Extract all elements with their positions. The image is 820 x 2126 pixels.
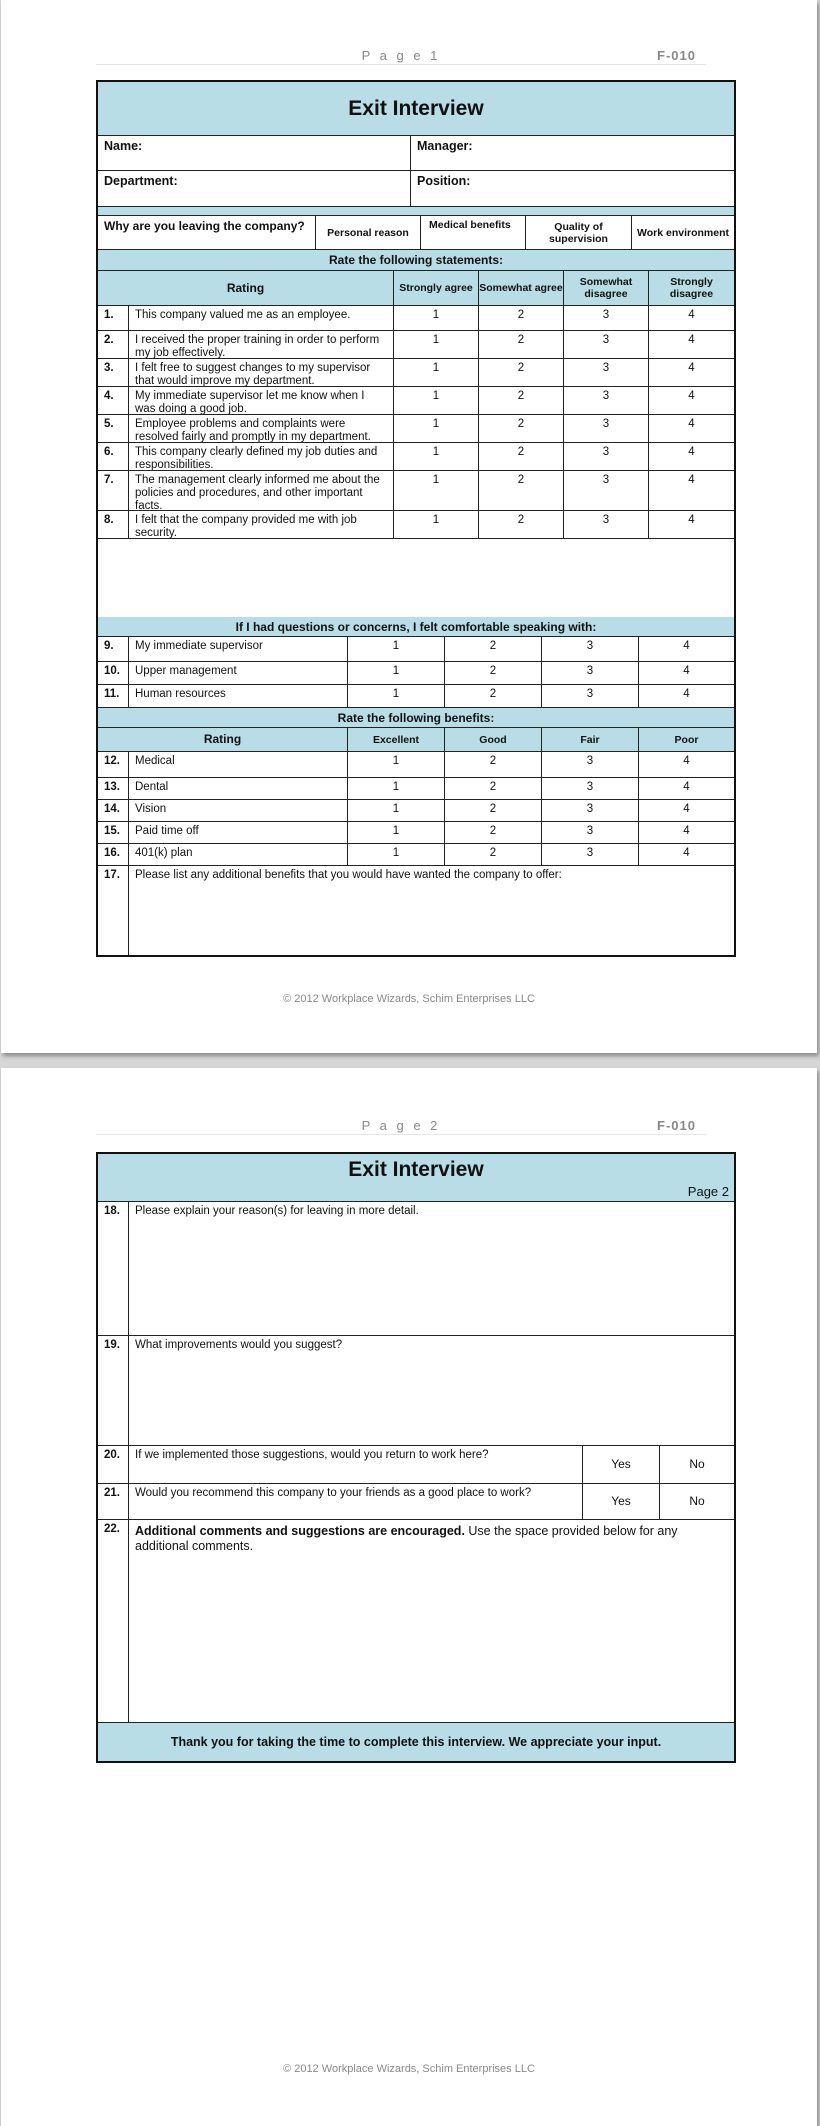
- statement-row: [98, 443, 734, 471]
- rating-option[interactable]: 3: [542, 752, 639, 777]
- rating-option[interactable]: 4: [688, 446, 695, 458]
- question-number: 4.: [98, 387, 129, 414]
- rating-option[interactable]: 1: [394, 359, 479, 386]
- name-manager-row: [98, 136, 734, 171]
- spacer-bar: [98, 207, 734, 216]
- question-number: 18.: [98, 1202, 129, 1335]
- scale-poor: Poor: [674, 733, 699, 746]
- yes-option[interactable]: Yes: [583, 1446, 660, 1483]
- rating-option[interactable]: 4: [688, 362, 695, 374]
- question-number: 19.: [98, 1336, 129, 1445]
- scale-somewhat-agree: Somewhat agree: [479, 271, 564, 305]
- rating-option[interactable]: 1: [394, 387, 479, 414]
- question-number: 6.: [98, 443, 129, 470]
- rating-option[interactable]: 4: [683, 847, 690, 859]
- question-number: 5.: [98, 415, 129, 442]
- question-number: 11.: [98, 685, 129, 707]
- rating-option[interactable]: 1: [348, 844, 445, 865]
- question-22-answer-area[interactable]: [129, 1520, 734, 1722]
- question-number: 16.: [98, 844, 129, 865]
- question-number: 10.: [98, 662, 129, 684]
- question-number: 17.: [98, 866, 129, 955]
- question-number: 13.: [98, 778, 129, 799]
- question-number: 2.: [98, 331, 129, 358]
- comfort-text: Human resources: [129, 685, 348, 707]
- question-text: Please list any additional benefits that you would have wanted the company to offer:: [135, 869, 562, 881]
- rating-option[interactable]: 3: [542, 637, 639, 661]
- document-page-2: [1, 1068, 817, 2126]
- scale-strongly-disagree: Strongly disagree: [669, 276, 714, 300]
- rating-option[interactable]: 1: [348, 822, 445, 843]
- rating-option[interactable]: 1: [394, 306, 479, 330]
- question-19-answer-area[interactable]: [129, 1336, 734, 1445]
- rating-option[interactable]: 4: [688, 390, 695, 402]
- rating-option[interactable]: 1: [394, 415, 479, 442]
- rating-option[interactable]: 1: [394, 471, 479, 510]
- department-position-row: [98, 171, 734, 207]
- rating-option[interactable]: 1: [394, 331, 479, 358]
- scale-good: Good: [445, 728, 542, 751]
- statement-text: Employee problems and complaints were resolved fairly and promptly in my department.: [129, 415, 394, 442]
- statement-row: [98, 471, 734, 511]
- rating-option[interactable]: 4: [683, 665, 690, 677]
- department-field[interactable]: Department:: [98, 171, 411, 206]
- rating-option[interactable]: 1: [394, 443, 479, 470]
- statement-text: The management clearly informed me about the policies and procedures, and other important facts.: [129, 471, 394, 510]
- rating-option[interactable]: 2: [445, 844, 542, 865]
- rating-option[interactable]: 3: [564, 415, 649, 442]
- rating-option[interactable]: 3: [564, 387, 649, 414]
- form-code: F-010: [657, 48, 696, 63]
- rating-option[interactable]: 3: [564, 359, 649, 386]
- question-19-row: [98, 1336, 734, 1446]
- rating-option[interactable]: 2: [479, 415, 564, 442]
- rating-option[interactable]: 4: [688, 309, 695, 321]
- rating-option[interactable]: 1: [348, 662, 445, 684]
- rating-option[interactable]: 2: [479, 443, 564, 470]
- statement-row: [98, 359, 734, 387]
- question-bold-text: Additional comments and suggestions are encouraged.: [135, 1524, 465, 1538]
- comfort-row: [98, 685, 734, 708]
- scale-fair: Fair: [542, 728, 639, 751]
- rating-option[interactable]: 4: [688, 474, 695, 486]
- why-leaving-question: Why are you leaving the company?: [98, 216, 316, 249]
- statement-row: [98, 331, 734, 359]
- statement-text: I felt free to suggest changes to my supervisor that would improve my department.: [129, 359, 394, 386]
- rating-header: Rating: [98, 271, 394, 305]
- question-number: 12.: [98, 752, 129, 777]
- rating-option[interactable]: 2: [479, 511, 564, 538]
- rating-option[interactable]: 3: [542, 685, 639, 707]
- benefit-row: [98, 752, 734, 778]
- rating-option[interactable]: 2: [445, 822, 542, 843]
- rating-option[interactable]: 2: [445, 778, 542, 799]
- statements-column-header: [98, 271, 734, 306]
- form-title: Exit Interview: [348, 96, 484, 120]
- rating-option[interactable]: 3: [564, 331, 649, 358]
- statement-row: [98, 415, 734, 443]
- rating-option[interactable]: 3: [564, 306, 649, 330]
- rating-option[interactable]: 4: [683, 803, 690, 815]
- statement-row: [98, 387, 734, 415]
- question-number: 14.: [98, 800, 129, 821]
- question-18-answer-area[interactable]: [129, 1202, 734, 1335]
- rating-option[interactable]: 3: [564, 511, 649, 538]
- rating-option[interactable]: 3: [542, 778, 639, 799]
- benefit-text: Vision: [129, 800, 348, 821]
- option-personal-reason[interactable]: Personal reason: [316, 216, 421, 249]
- question-21-row: [98, 1484, 734, 1520]
- page-number: P a g e 1: [361, 48, 441, 63]
- statement-text: This company clearly defined my job duties and responsibilities.: [129, 443, 394, 470]
- rating-option[interactable]: 2: [445, 637, 542, 661]
- exit-interview-form-page-2: [96, 1152, 736, 1763]
- question-20-row: [98, 1446, 734, 1484]
- rating-option[interactable]: 3: [564, 443, 649, 470]
- question-text: Use the space provided below for any additional comments.: [135, 1524, 678, 1553]
- benefit-text: Paid time off: [129, 822, 348, 843]
- question-text: What improvements would you suggest?: [135, 1339, 343, 1351]
- benefit-row: [98, 844, 734, 866]
- option-work-environment[interactable]: Work environment: [637, 226, 729, 239]
- benefits-section-header: Rate the following benefits:: [98, 708, 734, 728]
- rating-option[interactable]: 4: [683, 755, 690, 767]
- question-text: If we implemented those suggestions, would you return to work here?: [129, 1446, 583, 1483]
- form-title-bar: [98, 1154, 734, 1202]
- question-number: 1.: [98, 306, 129, 330]
- page-header: [96, 1118, 706, 1135]
- benefit-row: [98, 778, 734, 800]
- scale-excellent: Excellent: [348, 728, 445, 751]
- statement-text: I felt that the company provided me with job security.: [129, 511, 394, 538]
- why-leaving-row: [98, 216, 734, 250]
- rating-option[interactable]: 1: [348, 800, 445, 821]
- question-text: Would you recommend this company to your friends as a good place to work?: [129, 1484, 583, 1519]
- statement-row: [98, 511, 734, 539]
- document-page-1: [1, 0, 817, 1053]
- scale-somewhat-disagree: Somewhat disagree: [564, 271, 649, 305]
- rating-option[interactable]: 2: [479, 387, 564, 414]
- question-number: 8.: [98, 511, 129, 538]
- question-17-row: [98, 866, 734, 955]
- manager-field[interactable]: Manager:: [417, 139, 473, 153]
- rating-option[interactable]: 4: [688, 514, 695, 526]
- thank-you-message: Thank you for taking the time to complete this interview. We appreciate your input.: [170, 1735, 662, 1749]
- option-quality-of-supervision[interactable]: Quality of supervision: [526, 216, 632, 249]
- comfort-section-header: If I had questions or concerns, I felt comfortable speaking with:: [98, 617, 734, 637]
- no-option[interactable]: No: [689, 1457, 705, 1471]
- exit-interview-form: [96, 80, 736, 957]
- rating-option[interactable]: 4: [688, 418, 695, 430]
- statement-row: [98, 306, 734, 331]
- position-field[interactable]: Position:: [417, 174, 471, 188]
- question-22-row: [98, 1520, 734, 1723]
- benefits-rating-header: Rating: [98, 728, 348, 751]
- question-17-answer-area[interactable]: [129, 866, 734, 955]
- benefit-text: 401(k) plan: [129, 844, 348, 865]
- yes-option[interactable]: Yes: [583, 1484, 660, 1519]
- rating-option[interactable]: 4: [683, 825, 690, 837]
- question-number: 22.: [98, 1520, 129, 1722]
- name-field[interactable]: Name:: [98, 136, 411, 170]
- rating-option[interactable]: 2: [479, 331, 564, 358]
- rating-option[interactable]: 2: [445, 662, 542, 684]
- rating-option[interactable]: 4: [683, 781, 690, 793]
- comfort-row: [98, 637, 734, 662]
- form-code: F-010: [657, 1118, 696, 1133]
- rating-option[interactable]: 4: [688, 334, 695, 346]
- question-number: 7.: [98, 471, 129, 510]
- statement-text: This company valued me as an employee.: [129, 306, 394, 330]
- statement-text: My immediate supervisor let me know when I was doing a good job.: [129, 387, 394, 414]
- statement-text: I received the proper training in order to perform my job effectively.: [129, 331, 394, 358]
- question-text: Please explain your reason(s) for leaving in more detail.: [135, 1205, 419, 1217]
- rating-option[interactable]: 1: [394, 511, 479, 538]
- form-title: Exit Interview: [348, 1158, 484, 1181]
- rating-option[interactable]: 2: [479, 359, 564, 386]
- statements-section-header: Rate the following statements:: [98, 250, 734, 271]
- rating-option[interactable]: 2: [445, 800, 542, 821]
- comfort-text: My immediate supervisor: [129, 637, 348, 661]
- question-number: 3.: [98, 359, 129, 386]
- benefit-row: [98, 800, 734, 822]
- page-footer: © 2012 Workplace Wizards, Schim Enterprises LLC: [283, 993, 535, 1005]
- page-2-tag: Page 2: [687, 1184, 729, 1199]
- rating-option[interactable]: 2: [479, 471, 564, 510]
- rating-option[interactable]: 1: [348, 778, 445, 799]
- page-footer: © 2012 Workplace Wizards, Schim Enterprises LLC: [283, 2063, 535, 2075]
- rating-option[interactable]: 4: [683, 688, 690, 700]
- benefit-row: [98, 822, 734, 844]
- question-18-row: [98, 1202, 734, 1336]
- rating-option[interactable]: 2: [445, 685, 542, 707]
- comfort-row: [98, 662, 734, 685]
- benefits-column-header: [98, 728, 734, 752]
- comfort-text: Upper management: [129, 662, 348, 684]
- benefit-text: Medical: [129, 752, 348, 777]
- rating-option[interactable]: 3: [542, 662, 639, 684]
- rating-option[interactable]: 4: [683, 640, 690, 652]
- rating-option[interactable]: 3: [542, 822, 639, 843]
- benefit-text: Dental: [129, 778, 348, 799]
- rating-option[interactable]: 1: [348, 637, 445, 661]
- page-header: [96, 48, 706, 65]
- scale-strongly-agree: Strongly agree: [394, 271, 479, 305]
- form-title-bar: [98, 82, 734, 136]
- page-number: P a g e 2: [361, 1118, 441, 1133]
- question-number: 21.: [98, 1484, 129, 1519]
- rating-option[interactable]: 3: [564, 471, 649, 510]
- thank-you-bar: [98, 1723, 734, 1761]
- question-number: 15.: [98, 822, 129, 843]
- rating-option[interactable]: 3: [542, 844, 639, 865]
- question-number: 9.: [98, 637, 129, 661]
- rating-option[interactable]: 1: [348, 685, 445, 707]
- rating-option[interactable]: 1: [348, 752, 445, 777]
- rating-option[interactable]: 2: [479, 306, 564, 330]
- option-medical-benefits[interactable]: Medical benefits: [421, 216, 526, 249]
- rating-option[interactable]: 3: [542, 800, 639, 821]
- no-option[interactable]: No: [689, 1494, 705, 1508]
- question-number: 20.: [98, 1446, 129, 1483]
- rating-option[interactable]: 2: [445, 752, 542, 777]
